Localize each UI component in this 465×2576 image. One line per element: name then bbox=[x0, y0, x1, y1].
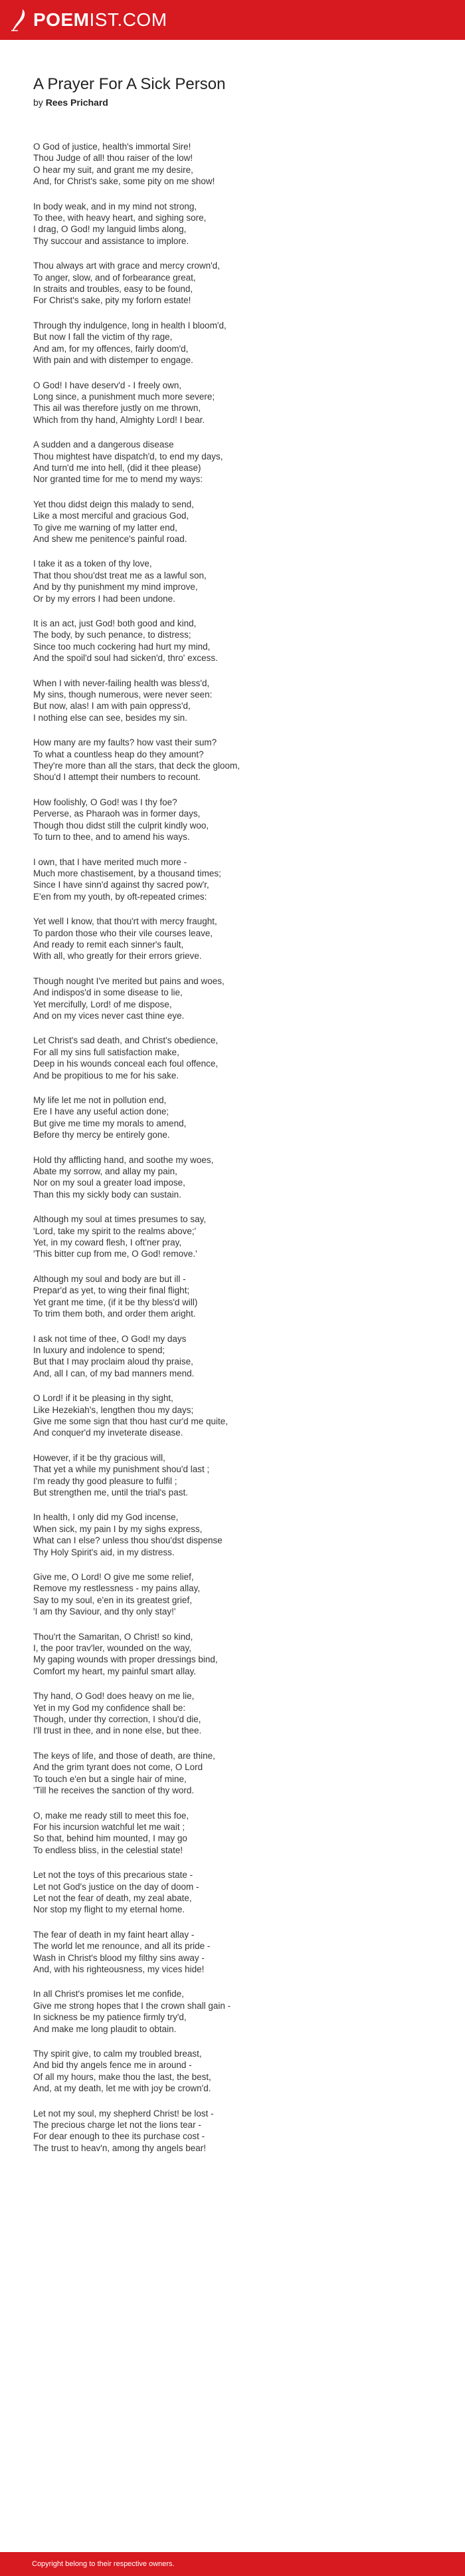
poem-line: To touch e'en but a single hair of mine, bbox=[33, 1773, 187, 1784]
poem-line: Much more chastisement, by a thousand times; bbox=[33, 868, 221, 878]
poem-line: For dear enough to thee its purchase cost - bbox=[33, 2131, 205, 2142]
poem-line: Like a most merciful and gracious God, bbox=[33, 511, 189, 521]
poem-line: I drag, O God! my languid limbs along, bbox=[33, 224, 187, 235]
poem-line: And be propitious to me for his sake. bbox=[33, 1070, 179, 1081]
poem-line: Nor on my soul a greater load impose, bbox=[33, 1178, 185, 1188]
poem-line: Yet mercifully, Lord! of me dispose, bbox=[33, 999, 172, 1009]
poem-line: What can I else? unless thou shou'dst dispense bbox=[33, 1535, 223, 1546]
poem-stanza bbox=[33, 1154, 432, 1201]
poem-line: Long since, a punishment much more severe; bbox=[33, 391, 215, 402]
poem-stanza bbox=[33, 618, 432, 664]
poem-line: But give me time my morals to amend, bbox=[33, 1118, 187, 1128]
poem-line: Perverse, as Pharaoh was in former days, bbox=[33, 809, 201, 819]
poem-line: Let Christ's sad death, and Christ's obedience, bbox=[33, 1035, 219, 1046]
poem-line: When sick, my pain I by my sighs express, bbox=[33, 1523, 203, 1534]
poem-stanza bbox=[33, 141, 432, 188]
poem-stanza bbox=[33, 1810, 432, 1857]
poem-line: Yet well I know, that thou'rt with mercy fraught, bbox=[33, 916, 217, 927]
poem-line: My gaping wounds with proper dressings bind, bbox=[33, 1654, 218, 1665]
poem-line: The trust to heav'n, among thy angels bear! bbox=[33, 2142, 206, 2153]
poem-line: 'This bitter cup from me, O God! remove.' bbox=[33, 1249, 197, 1259]
site-header bbox=[0, 0, 465, 40]
poem-line: Through thy indulgence, long in health I bloom'd, bbox=[33, 320, 227, 330]
poem-line: I own, that I have merited much more - bbox=[33, 856, 187, 867]
poem-line: Nor stop my flight to my eternal home. bbox=[33, 1904, 185, 1915]
poem-line: Though, under thy correction, I shou'd die, bbox=[33, 1714, 201, 1725]
poem-stanza bbox=[33, 737, 432, 783]
poem-stanza bbox=[33, 320, 432, 366]
poem-stanza bbox=[33, 1273, 432, 1320]
poem-line: O Lord! if it be pleasing in thy sight, bbox=[33, 1393, 173, 1404]
poem-stanza bbox=[33, 380, 432, 426]
poem-line: Remove my restlessness - my pains allay, bbox=[33, 1583, 201, 1594]
poem-line: 'Lord, take my spirit to the realms above;' bbox=[33, 1225, 197, 1236]
poem-line: O, make me ready still to meet this foe, bbox=[33, 1810, 189, 1821]
poem-line: I ask not time of thee, O God! my days bbox=[33, 1333, 187, 1344]
copyright-text: Copyright belong to their respective owners. bbox=[32, 2560, 175, 2568]
poem-stanza bbox=[33, 439, 432, 485]
poem-stanza bbox=[33, 1988, 432, 2035]
poem-line: Deep in his wounds conceal each foul offence, bbox=[33, 1059, 219, 1069]
poem-line: Although my soul and body are but ill - bbox=[33, 1273, 186, 1284]
poem-line: Like Hezekiah's, lengthen thou my days; bbox=[33, 1404, 194, 1415]
poem-line: And the spoil'd soul had sicken'd, thro' excess. bbox=[33, 653, 218, 664]
poem-line: In sickness be my patience firmly try'd, bbox=[33, 2012, 187, 2023]
poem-stanza bbox=[33, 558, 432, 604]
poem-line: To what a countless heap do they amount? bbox=[33, 749, 204, 759]
author-link[interactable]: Rees Prichard bbox=[45, 97, 108, 108]
poem-stanza bbox=[33, 856, 432, 903]
poem-line: They're more than all the stars, that deck the gloom, bbox=[33, 761, 240, 771]
byline-label: by bbox=[33, 97, 43, 108]
poem-line: To trim them both, and order them aright. bbox=[33, 1309, 196, 1319]
poem-line: To pardon those who their vile courses leave, bbox=[33, 928, 213, 938]
poem-line: Give me some sign that thou hast cur'd me quite, bbox=[33, 1416, 228, 1426]
poem-stanza bbox=[33, 2108, 432, 2154]
poem-line: A sudden and a dangerous disease bbox=[33, 440, 174, 450]
poem-line: It is an act, just God! both good and kind, bbox=[33, 618, 197, 628]
poem-line: 'Till he receives the sanction of thy word. bbox=[33, 1785, 195, 1796]
poem-line: To turn to thee, and to amend his ways. bbox=[33, 832, 190, 842]
poem-line: Ere I have any useful action done; bbox=[33, 1106, 169, 1117]
poem-line: Let not my soul, my shepherd Christ! be lost - bbox=[33, 2108, 214, 2119]
poem-line: In straits and troubles, easy to be found, bbox=[33, 284, 193, 295]
poem-line: But that I may proclaim aloud thy praise, bbox=[33, 1356, 193, 1367]
poem-stanza bbox=[33, 1095, 432, 1141]
poem-line: Let not the fear of death, my zeal abate, bbox=[33, 1892, 192, 1903]
poem-line: My sins, though numerous, were never seen: bbox=[33, 690, 213, 700]
poem-line: I'll trust in thee, and in none else, but thee. bbox=[33, 1726, 202, 1736]
logo-text-bold: POEM bbox=[33, 9, 90, 30]
poem-line: And on my vices never cast thine eye. bbox=[33, 1010, 185, 1021]
poem-line: Than this my sickly body can sustain. bbox=[33, 1189, 181, 1200]
poem-line: Though thou didst still the culprit kindly woo, bbox=[33, 820, 209, 831]
poem-line: Let not God's justice on the day of doom - bbox=[33, 1881, 199, 1892]
poem-line: But now, alas! I am with pain oppress'd, bbox=[33, 701, 191, 711]
poem-line: With all, who greatly for their errors grieve. bbox=[33, 951, 202, 962]
poem-line: That thou shou'dst treat me as a lawful son, bbox=[33, 570, 207, 580]
poem-line: Wash in Christ's blood my filthy sins away - bbox=[33, 1952, 205, 1963]
poem-line: Abate my sorrow, and allay my pain, bbox=[33, 1166, 177, 1177]
quill-pen-icon bbox=[9, 8, 28, 32]
poem-line: I'm ready thy good pleasure to fulfil ; bbox=[33, 1476, 177, 1486]
poem-line: Prepar'd as yet, to wing their final flight; bbox=[33, 1285, 190, 1296]
poem-stanza bbox=[33, 499, 432, 545]
poem-line: That yet a while my punishment shou'd last ; bbox=[33, 1464, 210, 1475]
poem-line: O God! I have deserv'd - I freely own, bbox=[33, 380, 182, 390]
poem-line: O God of justice, health's immortal Sire! bbox=[33, 142, 191, 152]
poem-line: This ail was therefore justly on me thrown, bbox=[33, 403, 201, 414]
poem-line: And indispos'd in some disease to lie, bbox=[33, 987, 183, 998]
poem-line: With pain and with distemper to engage. bbox=[33, 355, 193, 366]
poem-line: 'I am thy Saviour, and thy only stay!' bbox=[33, 1607, 176, 1617]
poem-line: Yet grant me time, (if it be thy bless'd will) bbox=[33, 1297, 198, 1307]
poem-line: For all my sins full satisfaction make, bbox=[33, 1047, 179, 1057]
poem-line: I nothing else can see, besides my sin. bbox=[33, 712, 187, 723]
poem-line: Though nought I've merited but pains and woes, bbox=[33, 975, 225, 986]
poem-line: How foolishly, O God! was I thy foe? bbox=[33, 797, 177, 807]
poem-line: Yet thou didst deign this malady to send, bbox=[33, 499, 194, 509]
poem-line: Of all my hours, make thou the last, the best, bbox=[33, 2071, 211, 2082]
poem-line: And conquer'd my inveterate disease. bbox=[33, 1428, 183, 1438]
poem-line: Yet in my God my confidence shall be: bbox=[33, 1702, 186, 1713]
poem-line: But strengthen me, until the trial's past. bbox=[33, 1487, 188, 1497]
poem-stanza bbox=[33, 1929, 432, 1976]
poem-line: And ready to remit each sinner's fault, bbox=[33, 939, 184, 950]
poem-line: Shou'd I attempt their numbers to recount. bbox=[33, 772, 201, 783]
poem-line: Hold thy afflicting hand, and soothe my woes, bbox=[33, 1154, 214, 1165]
poem-line: For his incursion watchful let me wait ; bbox=[33, 1821, 185, 1832]
poem-stanza bbox=[33, 1392, 432, 1439]
poem-line: Give me strong hopes that I the crown shall gain - bbox=[33, 2000, 231, 2011]
poem-line: Thou always art with grace and mercy crown'd, bbox=[33, 261, 220, 271]
poem-stanza bbox=[33, 678, 432, 724]
poem-line: To endless bliss, in the celestial state! bbox=[33, 1845, 183, 1855]
poem-line: And shew me penitence's painful road. bbox=[33, 533, 187, 544]
poem-line: But now I fall the victim of thy rage, bbox=[33, 332, 173, 342]
poem-stanza bbox=[33, 1214, 432, 1260]
poem-line: The body, by such penance, to distress; bbox=[33, 630, 191, 640]
poem-stanza bbox=[33, 1511, 432, 1558]
poem-stanza bbox=[33, 1631, 432, 1678]
poem-line: The world let me renounce, and all its pride - bbox=[33, 1941, 211, 1952]
poem-line: To give me warning of my latter end, bbox=[33, 522, 177, 533]
poem-line: Give me, O Lord! O give me some relief, bbox=[33, 1572, 194, 1582]
poem-stanza bbox=[33, 1333, 432, 1380]
poem-stanza bbox=[33, 916, 432, 962]
poem-stanza bbox=[33, 1452, 432, 1499]
site-footer bbox=[0, 2552, 465, 2576]
logo-text bbox=[33, 8, 167, 32]
poem-stanza bbox=[33, 2048, 432, 2095]
poem-stanza bbox=[33, 975, 432, 1022]
poem-line: Thy succour and assistance to implore. bbox=[33, 235, 189, 246]
poem-line: O hear my suit, and grant me my desire, bbox=[33, 164, 193, 175]
poem-line: And, for Christ's sake, some pity on me show! bbox=[33, 176, 215, 187]
poem-line: Thou'rt the Samaritan, O Christ! so kind, bbox=[33, 1631, 193, 1642]
poem-line: To anger, slow, and of forbearance great, bbox=[33, 272, 196, 283]
poem-stanza bbox=[33, 260, 432, 307]
poem-line: And the grim tyrant does not come, O Lord bbox=[33, 1762, 203, 1773]
poem-stanza bbox=[33, 1035, 432, 1081]
poem-line: Before thy mercy be entirely gone. bbox=[33, 1130, 170, 1140]
poem-content bbox=[33, 74, 432, 2167]
poem-body bbox=[33, 141, 432, 2154]
poem-line: Or by my errors I had been undone. bbox=[33, 593, 175, 604]
poem-line: However, if it be thy gracious will, bbox=[33, 1452, 165, 1463]
poem-byline bbox=[33, 96, 432, 109]
poem-line: Say to my soul, e'en in its greatest grief, bbox=[33, 1595, 192, 1605]
poem-line: Thou Judge of all! thou raiser of the low! bbox=[33, 153, 193, 164]
poem-line: And make me long plaudit to obtain. bbox=[33, 2023, 177, 2034]
poem-line: Thy spirit give, to calm my troubled breast, bbox=[33, 2049, 202, 2059]
poem-line: And by thy punishment my mind improve, bbox=[33, 582, 198, 592]
poem-line: Since I have sinn'd against thy sacred pow'r, bbox=[33, 880, 209, 890]
poem-line: So that, behind him mounted, I may go bbox=[33, 1833, 187, 1844]
poem-line: I take it as a token of thy love, bbox=[33, 559, 152, 569]
poem-line: In luxury and indolence to spend; bbox=[33, 1345, 165, 1355]
poem-line: When I with never-failing health was bless'd, bbox=[33, 678, 210, 688]
poem-line: In all Christ's promises let me confide, bbox=[33, 1989, 184, 1999]
poem-line: And, with his righteousness, my vices hide! bbox=[33, 1964, 205, 1974]
poem-line: Comfort my heart, my painful smart allay. bbox=[33, 1666, 197, 1676]
poem-stanza bbox=[33, 1869, 432, 1916]
poem-line: And am, for my offences, fairly doom'd, bbox=[33, 343, 189, 354]
poem-line: E'en from my youth, by oft-repeated crimes: bbox=[33, 891, 207, 902]
poem-line: Since too much cockering had hurt my mind, bbox=[33, 641, 211, 652]
logo-text-rest: IST.COM bbox=[89, 9, 167, 30]
poem-line: My life let me not in pollution end, bbox=[33, 1095, 167, 1105]
poem-line: Nor granted time for me to mend my ways: bbox=[33, 474, 203, 485]
poem-title: A Prayer For A Sick Person bbox=[33, 75, 226, 93]
poem-line: In health, I only did my God incense, bbox=[33, 1512, 179, 1523]
poem-line: And bid thy angels fence me in around - bbox=[33, 2060, 192, 2071]
site-logo[interactable] bbox=[9, 8, 167, 32]
poem-line: For Christ's sake, pity my forlorn estate! bbox=[33, 295, 191, 306]
poem-stanza bbox=[33, 1571, 432, 1618]
poem-line: The fear of death in my faint heart allay - bbox=[33, 1929, 195, 1940]
poem-line: And, at my death, let me with joy be crown'd. bbox=[33, 2083, 211, 2094]
poem-line: Which from thy hand, Almighty Lord! I bear. bbox=[33, 414, 205, 425]
poem-line: And, all I can, of my bad manners mend. bbox=[33, 1368, 195, 1378]
poem-stanza bbox=[33, 1750, 432, 1797]
poem-line: Although my soul at times presumes to say, bbox=[33, 1214, 207, 1225]
poem-stanza bbox=[33, 797, 432, 843]
poem-line: Thy hand, O God! does heavy on me lie, bbox=[33, 1691, 195, 1702]
poem-line: In body weak, and in my mind not strong, bbox=[33, 201, 197, 211]
poem-line: Thy Holy Spirit's aid, in my distress. bbox=[33, 1547, 175, 1557]
poem-line: The precious charge let not the lions tear - bbox=[33, 2120, 201, 2130]
poem-line: How many are my faults? how vast their sum? bbox=[33, 737, 217, 748]
poem-stanza bbox=[33, 201, 432, 247]
poem-line: Thou mightest have dispatch'd, to end my days, bbox=[33, 451, 223, 461]
poem-line: Let not the toys of this precarious state - bbox=[33, 1870, 193, 1880]
poem-stanza bbox=[33, 1690, 432, 1737]
poem-line: To thee, with heavy heart, and sighing sore, bbox=[33, 213, 207, 223]
poem-line: And turn'd me into hell, (did it thee please) bbox=[33, 462, 201, 473]
poem-line: The keys of life, and those of death, are thine, bbox=[33, 1750, 215, 1761]
poem-line: Yet, in my coward flesh, I oft'ner pray, bbox=[33, 1237, 182, 1248]
poem-line: I, the poor trav'ler, wounded on the way, bbox=[33, 1643, 191, 1654]
